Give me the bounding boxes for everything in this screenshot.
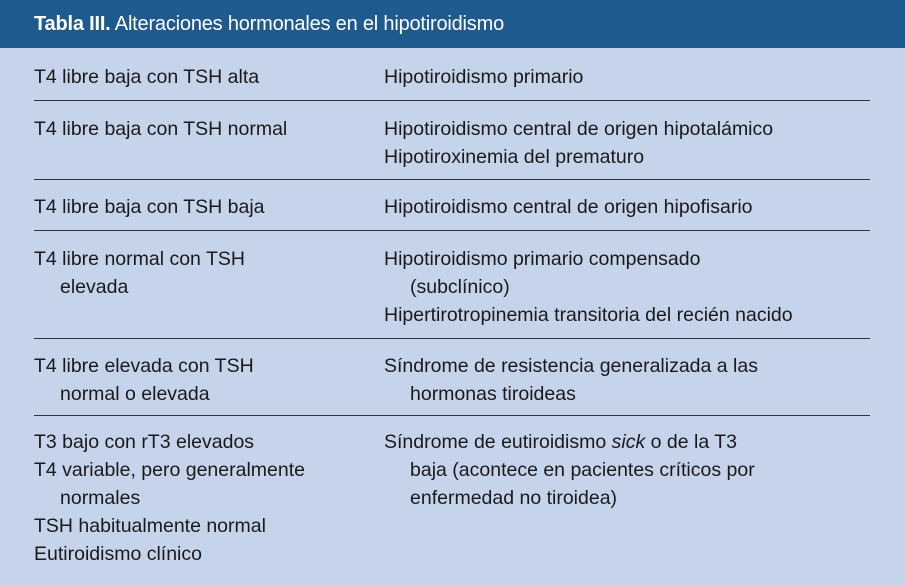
table-row [34, 193, 870, 231]
diagnosis-text: Hipotiroidismo primario compensado [384, 248, 701, 270]
condition-cell [34, 63, 374, 91]
condition-cell [34, 428, 374, 568]
diagnosis-text: (subclínico) [410, 276, 510, 298]
table-row [34, 245, 870, 339]
diagnosis-cell [384, 63, 874, 91]
table-row [34, 428, 870, 578]
table-title-label: Tabla III. [34, 13, 111, 35]
diagnosis-text [384, 428, 874, 456]
diagnosis-cell [384, 115, 874, 171]
condition-text: T4 libre normal con TSH [34, 248, 245, 270]
condition-cell [34, 352, 374, 408]
diagnosis-text: Hipertirotropinemia transitoria del recién nacido [384, 304, 793, 326]
condition-cell [34, 193, 374, 221]
condition-text: T3 bajo con rT3 elevados [34, 431, 255, 453]
table-title [0, 0, 905, 48]
condition-text: T4 libre baja con TSH alta [34, 66, 260, 88]
condition-text: normales [60, 487, 141, 509]
diagnosis-cell [384, 193, 874, 221]
condition-text: Eutiroidismo clínico [34, 543, 202, 565]
condition-text: T4 variable, pero generalmente [34, 459, 305, 481]
diagnosis-text-part: Síndrome de eutiroidismo [384, 431, 612, 453]
diagnosis-text: enfermedad no tiroidea) [410, 487, 618, 509]
condition-text: TSH habitualmente normal [34, 515, 266, 537]
diagnosis-text-part: o de la T3 [645, 431, 738, 453]
condition-text: normal o elevada [60, 383, 210, 405]
diagnosis-text-emphasis: sick [611, 431, 646, 453]
condition-text: elevada [60, 276, 129, 298]
diagnosis-text: Hipotiroxinemia del prematuro [384, 146, 645, 168]
condition-text: T4 libre baja con TSH baja [34, 196, 265, 218]
diagnosis-text: baja (acontece en pacientes críticos por [410, 459, 755, 481]
table-row [34, 63, 870, 101]
diagnosis-cell [384, 352, 874, 408]
diagnosis-text: Hipotiroidismo primario [384, 66, 584, 88]
diagnosis-text: Síndrome de resistencia generalizada a las [384, 355, 758, 377]
diagnosis-cell [384, 245, 874, 329]
table-row [34, 352, 870, 416]
table-title-text: Alteraciones hormonales en el hipotiroidismo [110, 13, 504, 35]
table-row [34, 115, 870, 180]
diagnosis-text: Hipotiroidismo central de origen hipotalámico [384, 118, 774, 140]
condition-cell [34, 115, 374, 143]
diagnosis-text: Hipotiroidismo central de origen hipofisario [384, 196, 753, 218]
condition-cell [34, 245, 374, 301]
condition-text: T4 libre baja con TSH normal [34, 118, 288, 140]
condition-text: T4 libre elevada con TSH [34, 355, 254, 377]
diagnosis-text: hormonas tiroideas [410, 383, 576, 405]
diagnosis-cell [384, 428, 874, 512]
